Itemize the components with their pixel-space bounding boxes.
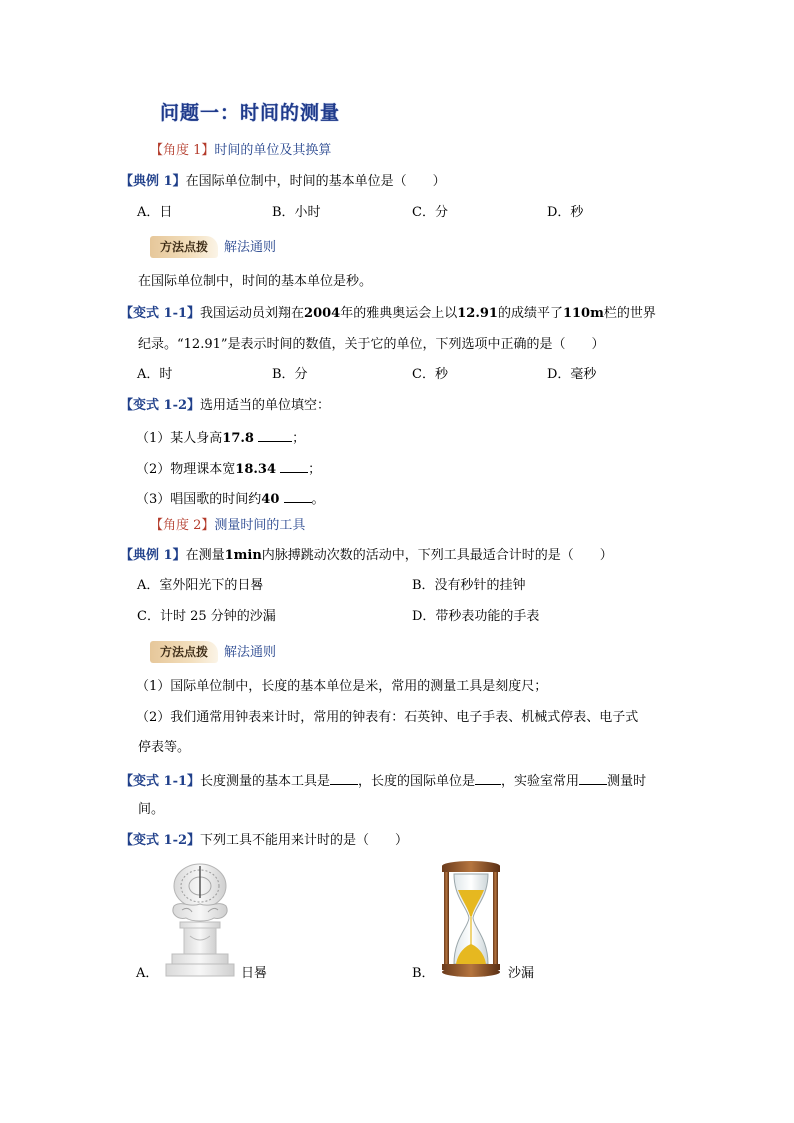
- answer-blank[interactable]: [475, 770, 501, 785]
- fill-item-suffix: 。: [311, 492, 325, 507]
- variant-2-1-line-1: [120, 770, 646, 792]
- variant-2-1-text: ，实验室常用: [501, 774, 580, 789]
- example-2-option-a: A．室外阳光下的日晷: [137, 578, 264, 593]
- variant-2-2-tag: 【变式 1-2】: [120, 833, 201, 848]
- sundial-image: [160, 860, 240, 984]
- angle-1-tag: 【角度 1】: [150, 143, 215, 158]
- variant-2-1-text: 测量时: [607, 774, 647, 789]
- variant-1-1-line-2: 纪录。“12.91”是表示时间的数值，关于它的单位，下列选项中正确的是（ ）: [138, 337, 605, 352]
- example-2-text: 在测量: [185, 548, 225, 563]
- method-1-answer: 在国际单位制中，时间的基本单位是秒。: [138, 274, 373, 289]
- fill-item-1: [136, 427, 305, 449]
- fill-item-suffix: ；: [308, 462, 322, 477]
- variant-2-2-text: 下列工具不能用来计时的是（ ）: [200, 833, 409, 848]
- variant-1-1-text: 我国运动员刘翔在: [200, 306, 305, 321]
- option-a-label: 日晷: [241, 966, 268, 981]
- duration-value: 1min: [224, 548, 262, 563]
- fill-item-value: 17.8: [222, 431, 254, 446]
- example-2-option-b: B．没有秒针的挂钟: [412, 578, 526, 593]
- answer-blank[interactable]: [284, 488, 312, 503]
- answer-blank[interactable]: [330, 770, 358, 785]
- answer-blank[interactable]: [258, 427, 292, 442]
- method-1-title: 解法通则: [224, 240, 277, 255]
- option-a-letter: A．: [136, 966, 159, 981]
- variant-1-1-line-1: [120, 304, 656, 324]
- example-1-option-b: B．小时: [272, 205, 321, 220]
- method-2-line-3: 停表等。: [138, 740, 191, 755]
- variant-1-1-option-b: B．分: [272, 367, 308, 382]
- example-1-option-d: D．秒: [547, 205, 584, 220]
- fill-item-2: [136, 458, 321, 480]
- score-value: 12.91: [457, 306, 498, 321]
- example-2-option-d: D．带秒表功能的手表: [412, 609, 540, 624]
- variant-2-1-text: ，长度的国际单位是: [358, 774, 476, 789]
- example-2-tag: 【典例 1】: [120, 548, 186, 563]
- hourglass-icon: [440, 860, 502, 978]
- year-value: 2004: [304, 306, 341, 321]
- answer-blank[interactable]: [579, 770, 607, 785]
- variant-2-1-line-2: 间。: [138, 802, 165, 817]
- example-2-option-c: C．计时 25 分钟的沙漏: [137, 609, 276, 624]
- example-2-question: [120, 546, 613, 566]
- page-title: 问题一：时间的测量: [160, 102, 341, 124]
- example-2-text: 内脉搏跳动次数的活动中，下列工具最适合计时的是（ ）: [261, 548, 613, 563]
- variant-1-2-text: 选用适当的单位填空：: [200, 398, 331, 413]
- variant-1-1-text: 栏的世界: [603, 306, 656, 321]
- method-2-line-2: （2）我们通常用钟表来计时，常用的钟表有：石英钟、电子手表、机械式停表、电子式: [136, 710, 639, 725]
- fill-item-value: 40: [261, 492, 280, 507]
- variant-1-1-tag: 【变式 1-1】: [120, 306, 201, 321]
- answer-blank[interactable]: [280, 458, 308, 473]
- example-1-option-a: A．日: [137, 205, 173, 220]
- fill-item-prefix: （2）物理课本宽: [136, 462, 236, 477]
- method-badge: 方法点拨: [150, 641, 218, 663]
- variant-2-2-question: [120, 831, 408, 851]
- variant-1-1-option-d: D．毫秒: [547, 367, 597, 382]
- distance-value: 110m: [562, 306, 604, 321]
- example-1-question: [120, 172, 446, 192]
- variant-1-1-option-a: A．时: [137, 367, 173, 382]
- method-2-title: 解法通则: [224, 645, 277, 660]
- angle-2-text: 测量时间的工具: [214, 518, 306, 533]
- angle-2-tag: 【角度 2】: [150, 518, 215, 533]
- variant-1-2-question: [120, 396, 330, 416]
- fill-item-prefix: （1）某人身高: [136, 431, 223, 446]
- sundial-icon: [160, 860, 240, 980]
- variant-1-2-tag: 【变式 1-2】: [120, 398, 201, 413]
- fill-item-value: 18.34: [235, 462, 276, 477]
- example-1-tag: 【典例 1】: [120, 174, 186, 189]
- angle-1-heading: [150, 141, 331, 161]
- fill-item-3: [136, 488, 325, 510]
- fill-item-suffix: ；: [292, 431, 306, 446]
- variant-1-1-option-c: C．秒: [412, 367, 448, 382]
- variant-1-1-text: 年的雅典奥运会上以: [340, 306, 458, 321]
- method-badge: 方法点拨: [150, 236, 218, 258]
- hourglass-image: [440, 860, 502, 982]
- option-b-label: 沙漏: [508, 966, 535, 981]
- method-1-heading: [150, 236, 276, 258]
- method-2-line-1: （1）国际单位制中，长度的基本单位是米，常用的测量工具是刻度尺；: [136, 679, 548, 694]
- fill-item-prefix: （3）唱国歌的时间约: [136, 492, 262, 507]
- variant-2-1-text: 长度测量的基本工具是: [200, 774, 331, 789]
- method-2-heading: [150, 641, 276, 663]
- angle-1-text: 时间的单位及其换算: [214, 143, 332, 158]
- example-1-option-c: C．分: [412, 205, 448, 220]
- option-b-letter: B．: [412, 966, 435, 981]
- variant-2-1-tag: 【变式 1-1】: [120, 774, 201, 789]
- variant-1-1-text: 的成绩平了: [497, 306, 563, 321]
- angle-2-heading: [150, 516, 305, 536]
- example-1-text: 在国际单位制中，时间的基本单位是（ ）: [185, 174, 446, 189]
